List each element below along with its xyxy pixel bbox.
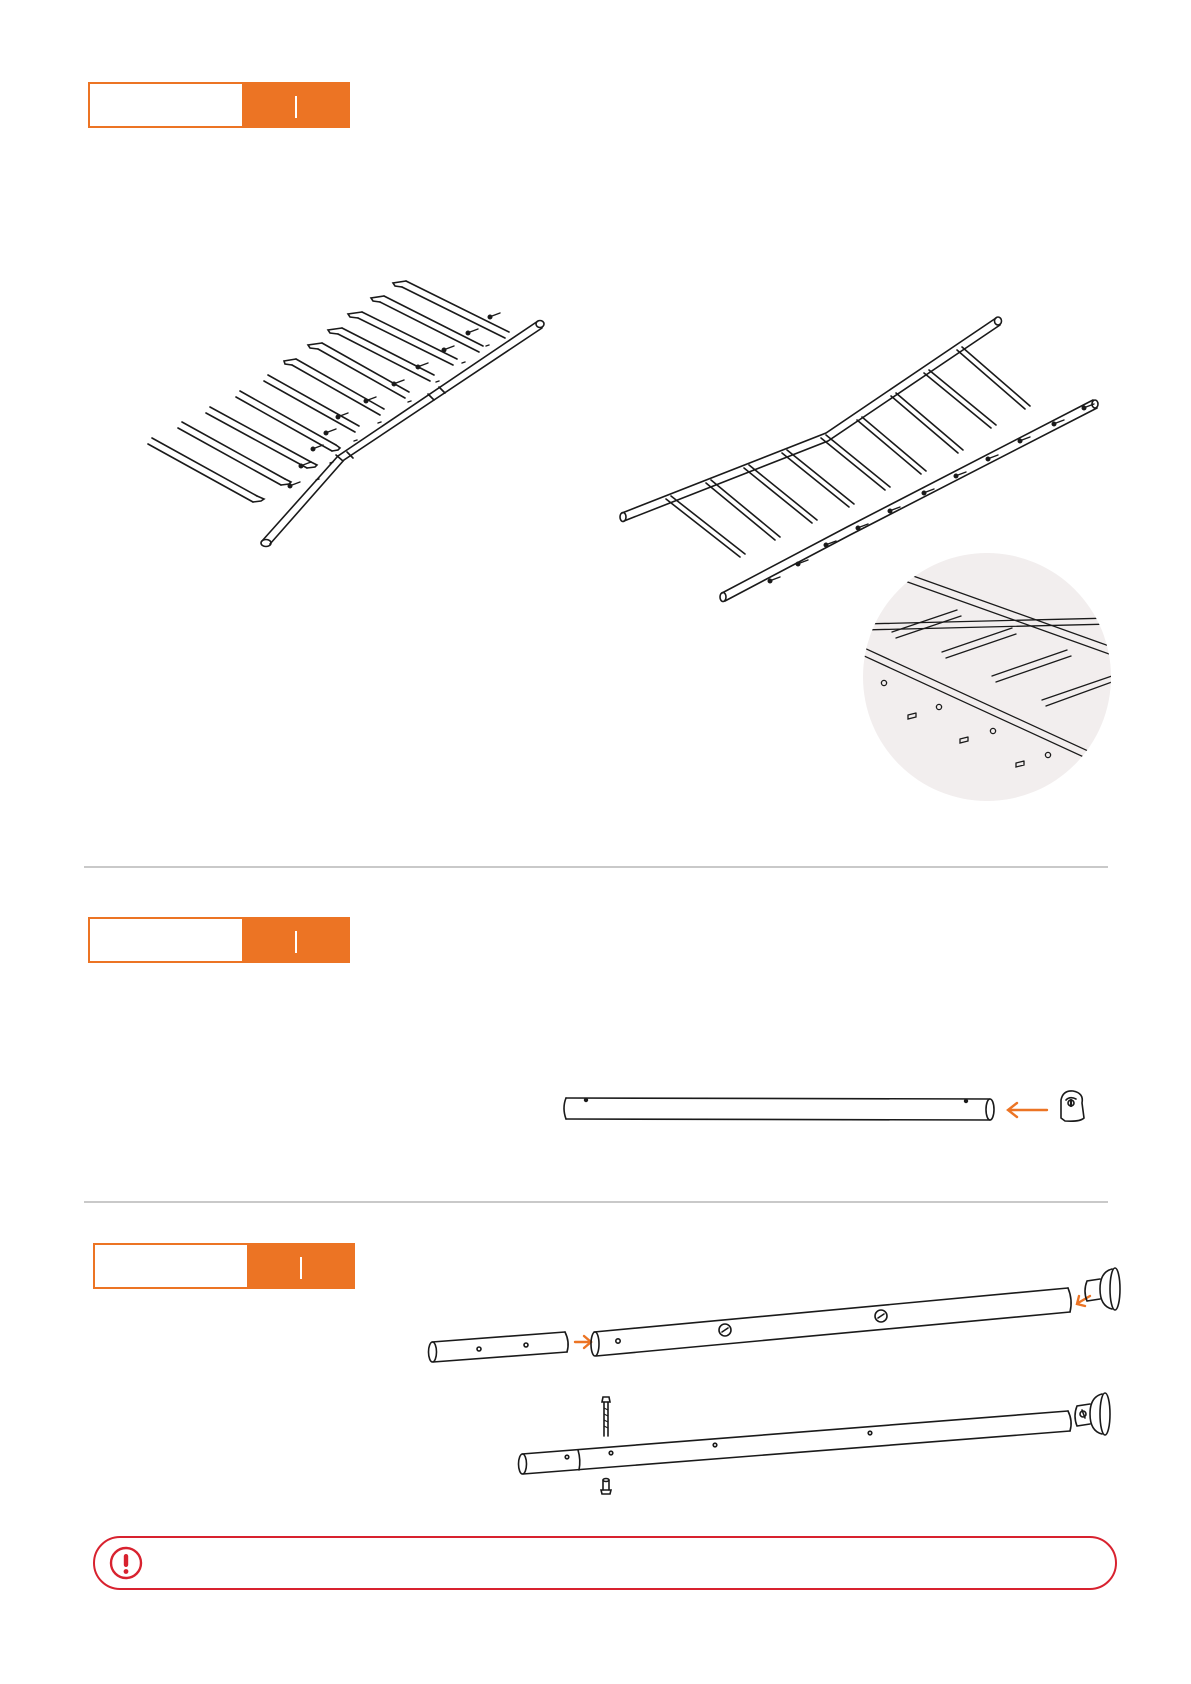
section-divider-1 [84,866,1108,868]
insert-arrow-1 [575,1336,591,1348]
arrow [1008,1103,1047,1117]
section-divider-2 [84,1201,1108,1203]
rungs [148,281,509,502]
assembled-tube [519,1411,1072,1474]
tube [564,1098,994,1120]
upper-rail [620,317,1002,522]
step-2-tab-tick [295,931,297,953]
step-1-parts-diagram [140,260,540,560]
warning-bar [93,1536,1117,1590]
step-3-tab-tick [300,1257,302,1279]
wall-bracket-icon [1075,1393,1110,1435]
end-cap-icon [1061,1091,1084,1121]
step-3-header [93,1243,355,1289]
step-3-assembled-diagram [518,1390,1118,1500]
step-3-tab [247,1245,353,1287]
step-1-label [90,84,242,126]
step-2-tab [242,919,348,961]
step-1-tab [242,84,348,126]
step-3-exploded-diagram [428,1262,1118,1372]
step-2-tube-cap-diagram [562,1090,1092,1130]
short-tube [429,1332,569,1362]
step-2-header [88,917,350,963]
rungs [666,347,1030,557]
nut-icon [601,1479,611,1495]
step-2-label [90,919,242,961]
main-rail [261,321,544,547]
wall-bracket-icon [1085,1268,1120,1310]
exclamation-circle-icon [109,1546,143,1580]
step-1-header [88,82,350,128]
long-tube [591,1288,1071,1356]
step-1-zoom-detail [862,552,1112,802]
zoom-circle-bg [863,553,1111,801]
step-3-label [95,1245,247,1287]
step-1-tab-tick [295,96,297,118]
screw-icon [602,1397,610,1436]
